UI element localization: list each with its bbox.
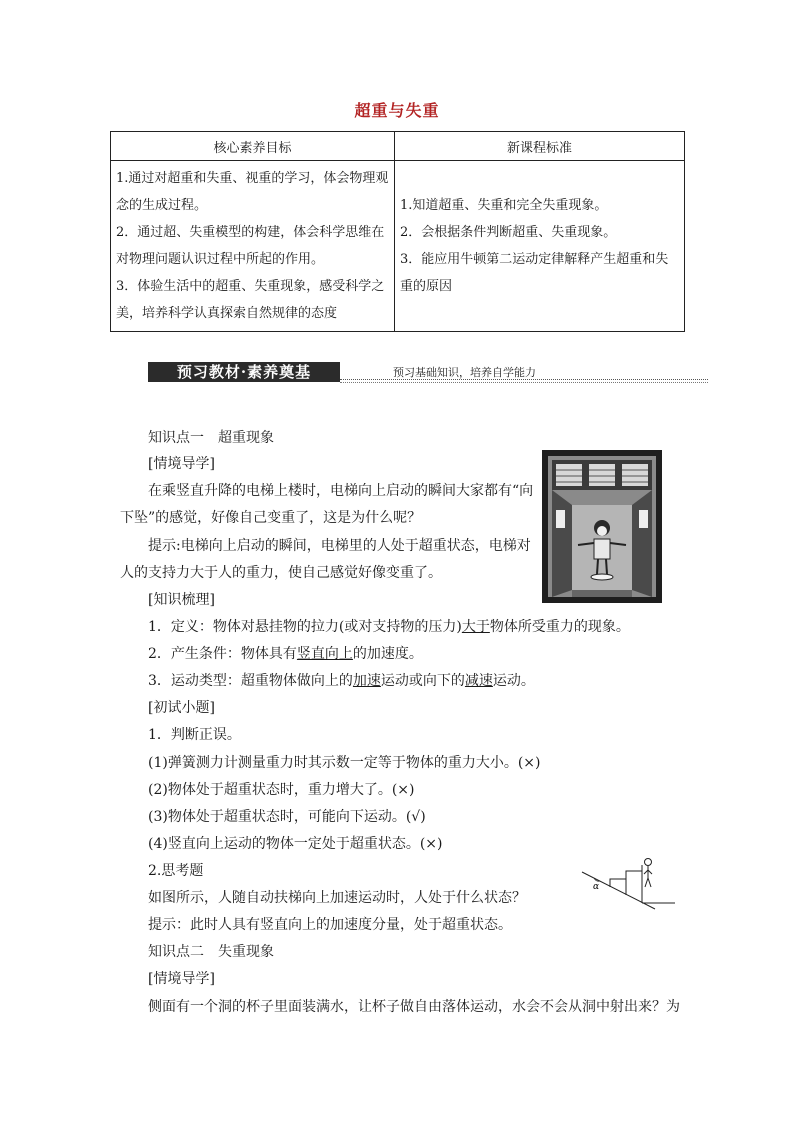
situation-text: 下坠”的感觉，好像自己变重了，这是为什么呢？ [120,510,422,526]
banner-divider [340,382,708,383]
curriculum-cell [395,161,685,332]
hint-text: 提示:电梯向上启动的瞬间，电梯里的人处于超重状态，电梯对 [148,538,531,554]
situation-label: [情境导学] [148,456,215,472]
situation-text: 在乘竖直升降的电梯上楼时，电梯向上启动的瞬间大家都有“向 [148,483,534,499]
angle-label: α [593,882,600,892]
standard-item: 3．能应用牛顿第二运动定律解释产生超重和失重的原因 [400,252,669,294]
header-core-literacy: 核心素养目标 [111,132,395,161]
core-item: 2．通过超、失重模型的构建，体会科学思维在对物理问题认识过程中所起的作用。 [116,225,385,267]
think-answer: 提示：此时人具有竖直向上的加速度分量，处于超重状态。 [148,917,512,933]
banner-subtitle: 预习基础知识，培养自学能力 [393,366,536,379]
quiz-question: (2)物体处于超重状态时，重力增大了。(×) [148,782,415,798]
think-label: 2.思考题 [148,863,204,879]
banner-title: 预习教材·素养奠基 [148,362,340,382]
judge-heading: 1．判断正误。 [148,727,241,743]
motion-type-line: 3．运动类型：超重物体做向上的加速运动或向下的减速运动。 [148,673,535,689]
escalator-diagram [580,857,675,912]
header-curriculum-standard: 新课程标准 [395,132,685,161]
quiz-label: [初试小题] [148,700,215,716]
core-item: 1.通过对超重和失重、视重的学习，体会物理观念的生成过程。 [116,171,389,213]
knowledge-point-1-heading: 知识点一 超重现象 [148,430,274,446]
blank-answer: 大于 [461,619,490,635]
knowledge-summary-label: [知识梳理] [148,592,215,608]
goals-table [110,131,685,332]
quiz-question: (4)竖直向上运动的物体一定处于超重状态。(×) [148,836,443,852]
knowledge-point-2-heading: 知识点二 失重现象 [148,944,274,960]
quiz-question: (1)弹簧测力计测量重力时其示数一定等于物体的重力大小。(×) [148,755,541,771]
standard-item: 1.知道超重、失重和完全失重现象。 [400,198,608,213]
elevator-illustration [542,450,662,603]
definition-line: 1．定义：物体对悬挂物的拉力(或对支持物的压力)大于物体所受重力的现象。 [148,619,630,635]
quiz-question: (3)物体处于超重状态时，可能向下运动。(√) [148,809,426,825]
condition-line: 2．产生条件：物体具有竖直向上的加速度。 [148,646,423,662]
blank-answer: 加速 [352,673,381,689]
blank-answer: 竖直向上 [296,646,353,662]
hint-text: 人的支持力大于人的重力，使自己感觉好像变重了。 [120,565,442,581]
section-banner [148,362,708,382]
core-literacy-cell [111,161,395,332]
blank-answer: 减速 [464,673,493,689]
situation-label: [情境导学] [148,971,215,987]
think-question: 如图所示，人随自动扶梯向上加速运动时，人处于什么状态？ [148,890,526,906]
situation-text: 侧面有一个洞的杯子里面装满水，让杯子做自由落体运动，水会不会从洞中射出来？为 [148,999,680,1015]
standard-item: 2．会根据条件判断超重、失重现象。 [400,225,617,240]
core-item: 3．体验生活中的超重、失重现象，感受科学之美，培养科学认真探索自然规律的态度 [116,279,385,321]
page-title: 超重与失重 [354,101,440,120]
